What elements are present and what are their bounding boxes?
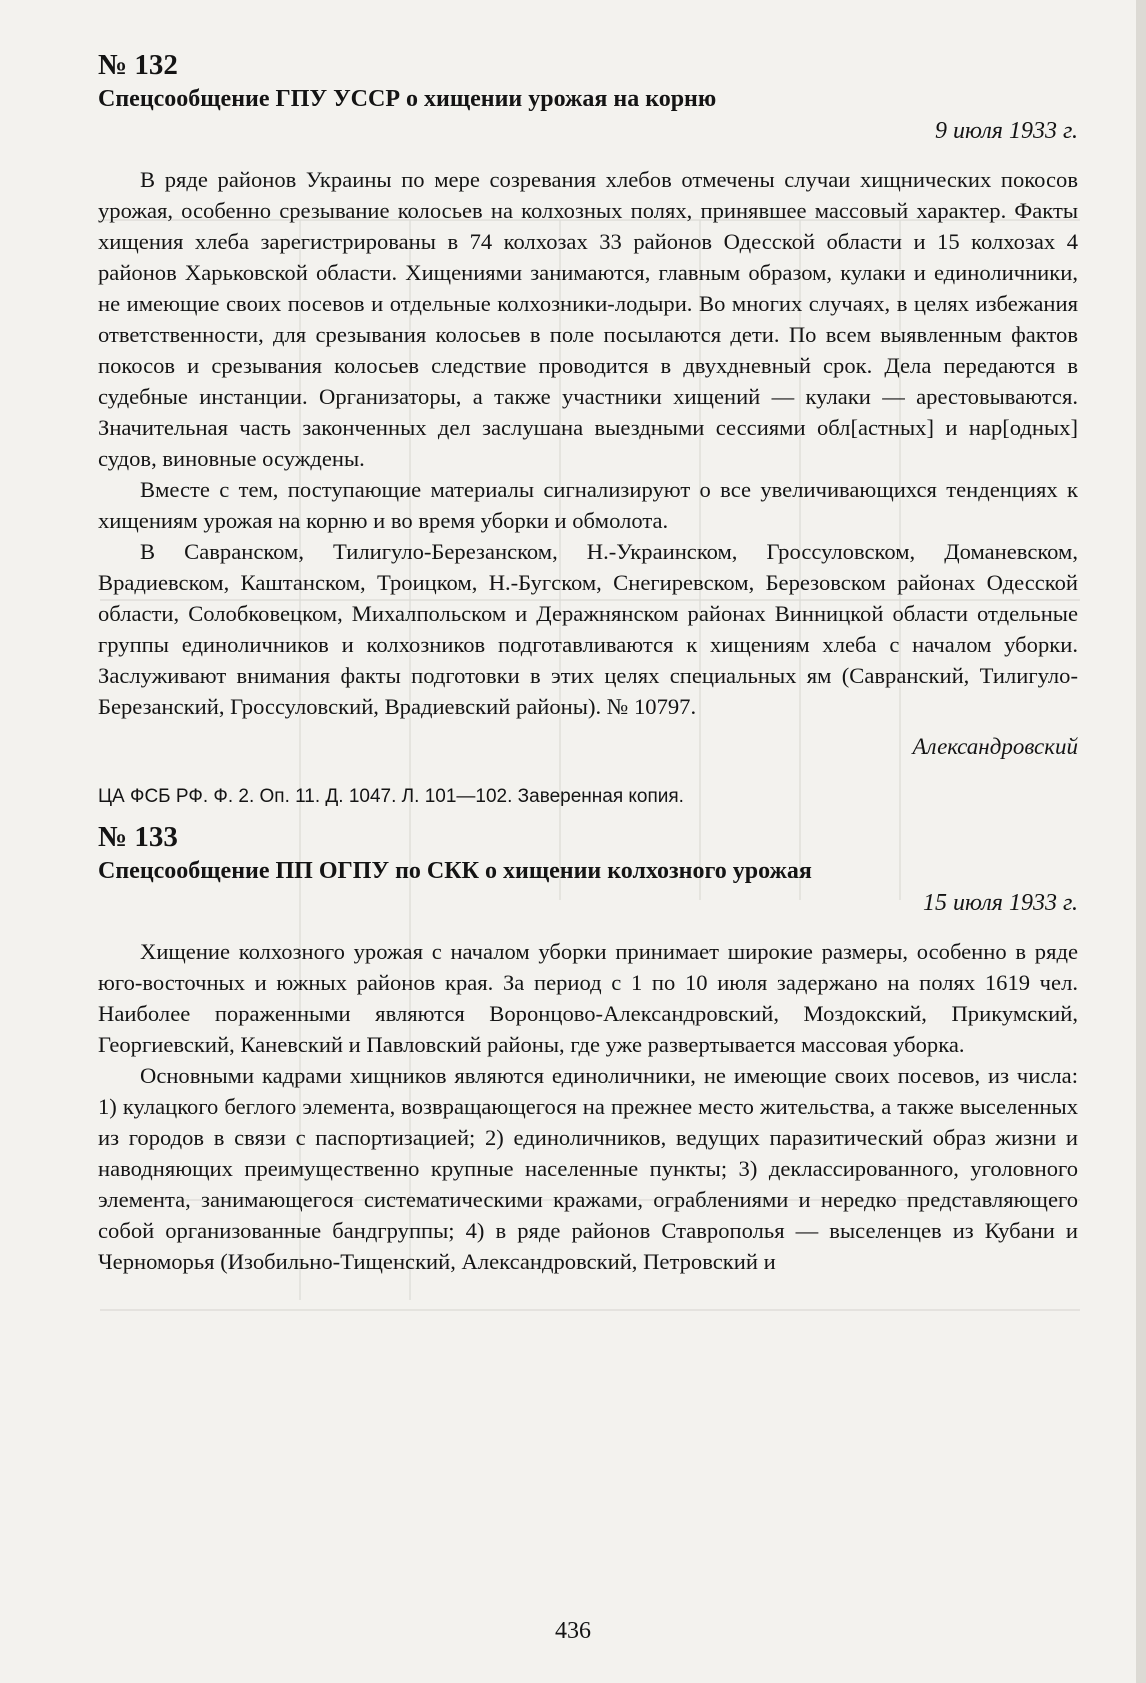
document-date: 15 июля 1933 г. — [923, 890, 1078, 916]
document-title: Спецсообщение ГПУ УССР о хищении урожая на корню — [98, 86, 717, 112]
document-date: 9 июля 1933 г. — [935, 118, 1078, 144]
paragraph: В Савранском, Тилигуло-Березанском, Н.-Украинском, Гроссуловском, Доманевском, Врадиевском, Каштанском, Троицком, Н.-Бугском, Снегиревском, Березовском районах Одесской области, Солобковецком, Михалпольском и Деражнянском районах Винницкой области отдельные группы единоличников и колхозников подготавливаются к хищениям хлеба с началом уборки. Заслуживают внимания факты подготовки в этих целях специальных ям (Савранский, Тилигуло-Березанский, Гроссуловский, Врадиевский районы). № 10797. — [98, 539, 1078, 719]
document-number: № 132 — [98, 49, 178, 81]
page-number: 436 — [555, 1618, 591, 1644]
signature: Александровский — [912, 734, 1078, 759]
document-132 — [98, 48, 1078, 810]
page-content — [98, 48, 1078, 1277]
paragraph: Вместе с тем, поступающие материалы сигнализируют о все увеличивающихся тенденциях к хищениям урожая на корню и во время уборки и обмолота. — [98, 477, 1078, 533]
document-133 — [98, 820, 1078, 1277]
paragraph: Основными кадрами хищников являются единоличники, не имеющие своих посевов, из числа: 1) кулацкого беглого элемента, возвращающегося на прежнее место жительства, а также выселенных из городов в связи с паспортизацией; 2) единоличников, ведущих паразитический образ жизни и наводняющих преимущественно крупные населенные пункты; 3) деклассированного, уголовного элемента, занимающегося систематическими кражами, ограблениями и нередко представляющего собой организованные бандгруппы; 4) в ряде районов Ставрополья — выселенцев из Кубани и Черноморья (Изобильно-Тищенский, Александровский, Петровский и — [98, 1063, 1078, 1274]
paragraph: Хищение колхозного урожая с началом уборки принимает широкие размеры, особенно в ряде юго-восточных и южных районов края. За период с 1 по 10 июля задержано на полях 1619 чел. Наиболее пораженными являются Воронцово-Александровский, Моздокский, Прикумский, Георгиевский, Каневский и Павловский районы, где уже развертывается массовая уборка. — [98, 939, 1078, 1057]
document-number: № 133 — [98, 821, 178, 853]
archive-reference: ЦА ФСБ РФ. Ф. 2. Оп. 11. Д. 1047. Л. 101—102. Заверенная копия. — [98, 786, 684, 807]
page-edge-shadow — [1136, 0, 1146, 1683]
paragraph: В ряде районов Украины по мере созревания хлебов отмечены случаи хищнических покосов урожая, особенно срезывание колосьев на колхозных полях, принявшее массовый характер. Факты хищения хлеба зарегистрированы в 74 колхозах 33 районов Одесской области и 15 колхозах 4 районов Харьковской области. Хищениями занимаются, главным образом, кулаки и единоличники, не имеющие своих посевов и отдельные колхозники-лодыри. Во многих случаях, в целях избежания ответственности, для срезывания колосьев в поле посылаются дети. По всем выявленным фактов покосов и срезывания колосьев следствие проводится в двухдневный срок. Дела передаются в судебные инстанции. Организаторы, а также участники хищений — кулаки — арестовываются. Значительная часть законченных дел заслушана выездными сессиями обл[астных] и нар[одных] судов, виновные осуждены. — [98, 167, 1078, 471]
document-title: Спецсообщение ПП ОГПУ по СКК о хищении колхозного урожая — [98, 858, 812, 884]
